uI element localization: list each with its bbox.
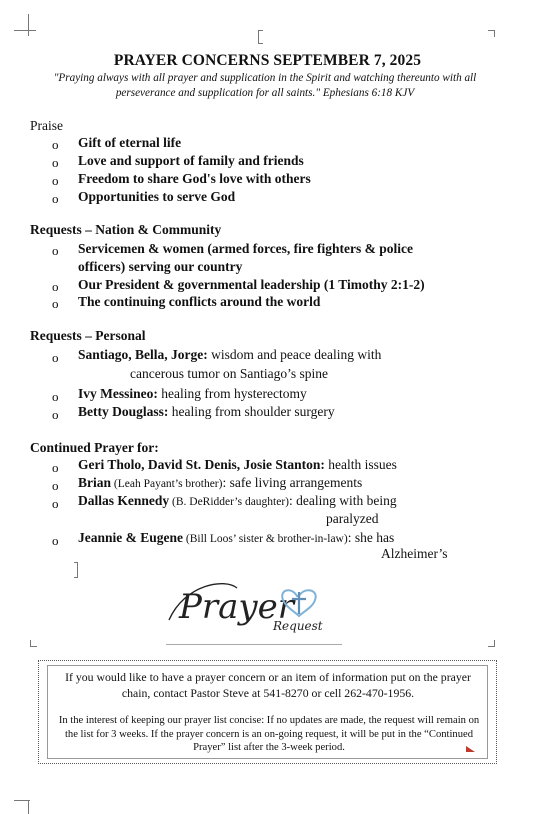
logo-subword: Request [273,619,323,633]
bullet-icon: o [52,243,59,258]
bullet-icon: o [52,496,59,511]
crop-mark-top-left-v [28,14,29,36]
bullet-icon: o [52,533,59,548]
crop-mark-text-end [74,562,78,578]
continued-item-continued: paralyzed [326,511,379,526]
info-box-inner [47,665,488,759]
crop-mark-bottom-left-v [28,800,29,814]
crop-mark-top-left [14,30,36,31]
continued-item: Geri Tholo, David St. Denis, Josie Stanton: health issues [78,457,397,472]
nation-item-continued: officers) serving our country [78,259,243,274]
logo-word: Prayer [179,587,294,627]
bullet-icon: o [52,279,59,294]
scripture-verse: "Praying always with all prayer and supplication in the Spirit and watching thereunto with all perseverance and supplication for all saints." Ephesians 6:18 KJV [53,72,477,99]
section-heading-nation: Requests – Nation & Community [30,222,222,237]
personal-item-continued: cancerous tumor on Santiago’s spine [130,366,328,381]
continued-item: Dallas Kennedy (B. DeRidder’s daughter): dealing with being [78,493,397,508]
crop-mark-header-center [258,30,263,44]
prayer-request-logo [165,576,345,646]
continued-item-continued: Alzheimer’s [381,546,448,561]
crop-mark-top-right [488,30,495,37]
personal-item: Santiago, Bella, Jorge: wisdom and peace dealing with [78,347,382,362]
praise-item: Opportunities to serve God [78,189,236,204]
page-title: PRAYER CONCERNS SEPTEMBER 7, 2025 [113,52,422,69]
crop-mark-mid-right [488,640,495,647]
crop-mark-mid-left [30,640,37,647]
bullet-icon: o [52,173,59,188]
nation-item: Servicemen & women (armed forces, fire fighters & police [78,241,414,256]
section-heading-praise: Praise [30,118,63,133]
bullet-icon: o [52,460,59,475]
bullet-icon: o [52,191,59,206]
contact-paragraph: If you would like to have a prayer concern or an item of information put on the prayer chain, contact Pastor Steve at 541-8270 or cell 262-470-1956. [65,670,471,700]
praise-item: Freedom to share God's love with others [78,171,311,186]
section-heading-continued: Continued Prayer for: [30,440,159,455]
nation-item: Our President & governmental leadership (1 Timothy 2:1-2) [78,277,425,292]
bullet-icon: o [52,155,59,170]
bullet-icon: o [52,296,59,311]
info-box [38,660,497,764]
section-heading-personal: Requests – Personal [30,328,146,343]
logo-underline [166,644,342,645]
bullet-icon: o [52,478,59,493]
continued-item: Brian (Leah Payant’s brother): safe living arrangements [78,475,363,490]
bullet-icon: o [52,137,59,152]
policy-paragraph: In the interest of keeping our prayer list concise: If no updates are made, the request will remain on the list for 3 weeks. If the prayer concern is an on-going request, it will be put in the “Continued Prayer” list after the 3-week period. [58,715,480,753]
bullet-icon: o [52,350,59,365]
praise-item: Gift of eternal life [78,135,182,150]
personal-item: Ivy Messineo: healing from hysterectomy [78,386,307,401]
praise-item: Love and support of family and friends [78,153,304,168]
personal-item: Betty Douglass: healing from shoulder surgery [78,404,335,419]
nation-item: The continuing conflicts around the world [78,294,321,309]
bullet-icon: o [52,407,59,422]
continued-item: Jeannie & Eugene (Bill Loos’ sister & brother-in-law): she has [78,530,395,545]
bullet-icon: o [52,389,59,404]
flag-icon [466,746,475,752]
